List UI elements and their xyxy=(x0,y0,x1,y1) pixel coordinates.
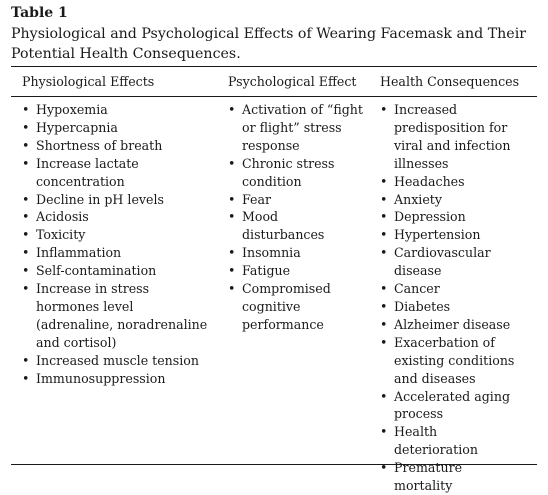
list-item: • Increased muscle tension xyxy=(22,352,212,370)
table-caption: Physiological and Psychological Effects of Wearing Facemask and Their Potential Health Consequences. xyxy=(11,26,527,62)
list-item: • Inflammation xyxy=(22,244,212,262)
list-item: • Premature mortality xyxy=(380,459,520,495)
list-item: • Insomnia xyxy=(228,244,364,262)
list-item: • Self-contamination xyxy=(22,262,212,280)
list-item: • Depression xyxy=(380,208,520,226)
health-list xyxy=(380,101,520,495)
list-item: • Increase in stress hormones level (adrenaline, noradrenaline and cortisol) xyxy=(22,280,212,352)
list-item: • Decline in pH levels xyxy=(22,191,212,209)
list-item: • Compromised cognitive performance xyxy=(228,280,364,334)
list-item: • Increase lactate concentration xyxy=(22,155,212,191)
header-rule xyxy=(11,96,537,97)
top-rule xyxy=(11,66,537,67)
list-item: • Hypertension xyxy=(380,226,520,244)
list-item: • Hypercapnia xyxy=(22,119,212,137)
list-item: • Exacerbation of existing conditions and diseases xyxy=(380,334,520,388)
list-item: • Health deterioration xyxy=(380,423,520,459)
list-item: • Cancer xyxy=(380,280,520,298)
physiological-list xyxy=(22,101,212,388)
column-header-psychological: Psychological Effect xyxy=(228,74,357,89)
list-item: • Chronic stress condition xyxy=(228,155,364,191)
list-item: • Headaches xyxy=(380,173,520,191)
list-item: • Anxiety xyxy=(380,191,520,209)
list-item: • Accelerated aging process xyxy=(380,388,520,424)
column-header-physiological: Physiological Effects xyxy=(22,74,155,89)
physiological-column xyxy=(22,101,212,388)
psychological-list xyxy=(228,101,364,334)
list-item: • Diabetes xyxy=(380,298,520,316)
list-item: • Toxicity xyxy=(22,226,212,244)
list-item: • Alzheimer disease xyxy=(380,316,520,334)
health-column xyxy=(380,101,520,495)
list-item: • Cardiovascular disease xyxy=(380,244,520,280)
list-item: • Immunosuppression xyxy=(22,370,212,388)
list-item: • Acidosis xyxy=(22,208,212,226)
list-item: • Hypoxemia xyxy=(22,101,212,119)
table-label: Table 1 xyxy=(11,5,68,21)
list-item: • Fatigue xyxy=(228,262,364,280)
list-item: • Mood disturbances xyxy=(228,208,364,244)
list-item: • Shortness of breath xyxy=(22,137,212,155)
psychological-column xyxy=(228,101,364,334)
list-item: • Fear xyxy=(228,191,364,209)
column-header-health: Health Consequences xyxy=(380,74,520,89)
list-item: • Activation of “fight or flight” stress response xyxy=(228,101,364,155)
list-item: • Increased predisposition for viral and infection illnesses xyxy=(380,101,520,173)
